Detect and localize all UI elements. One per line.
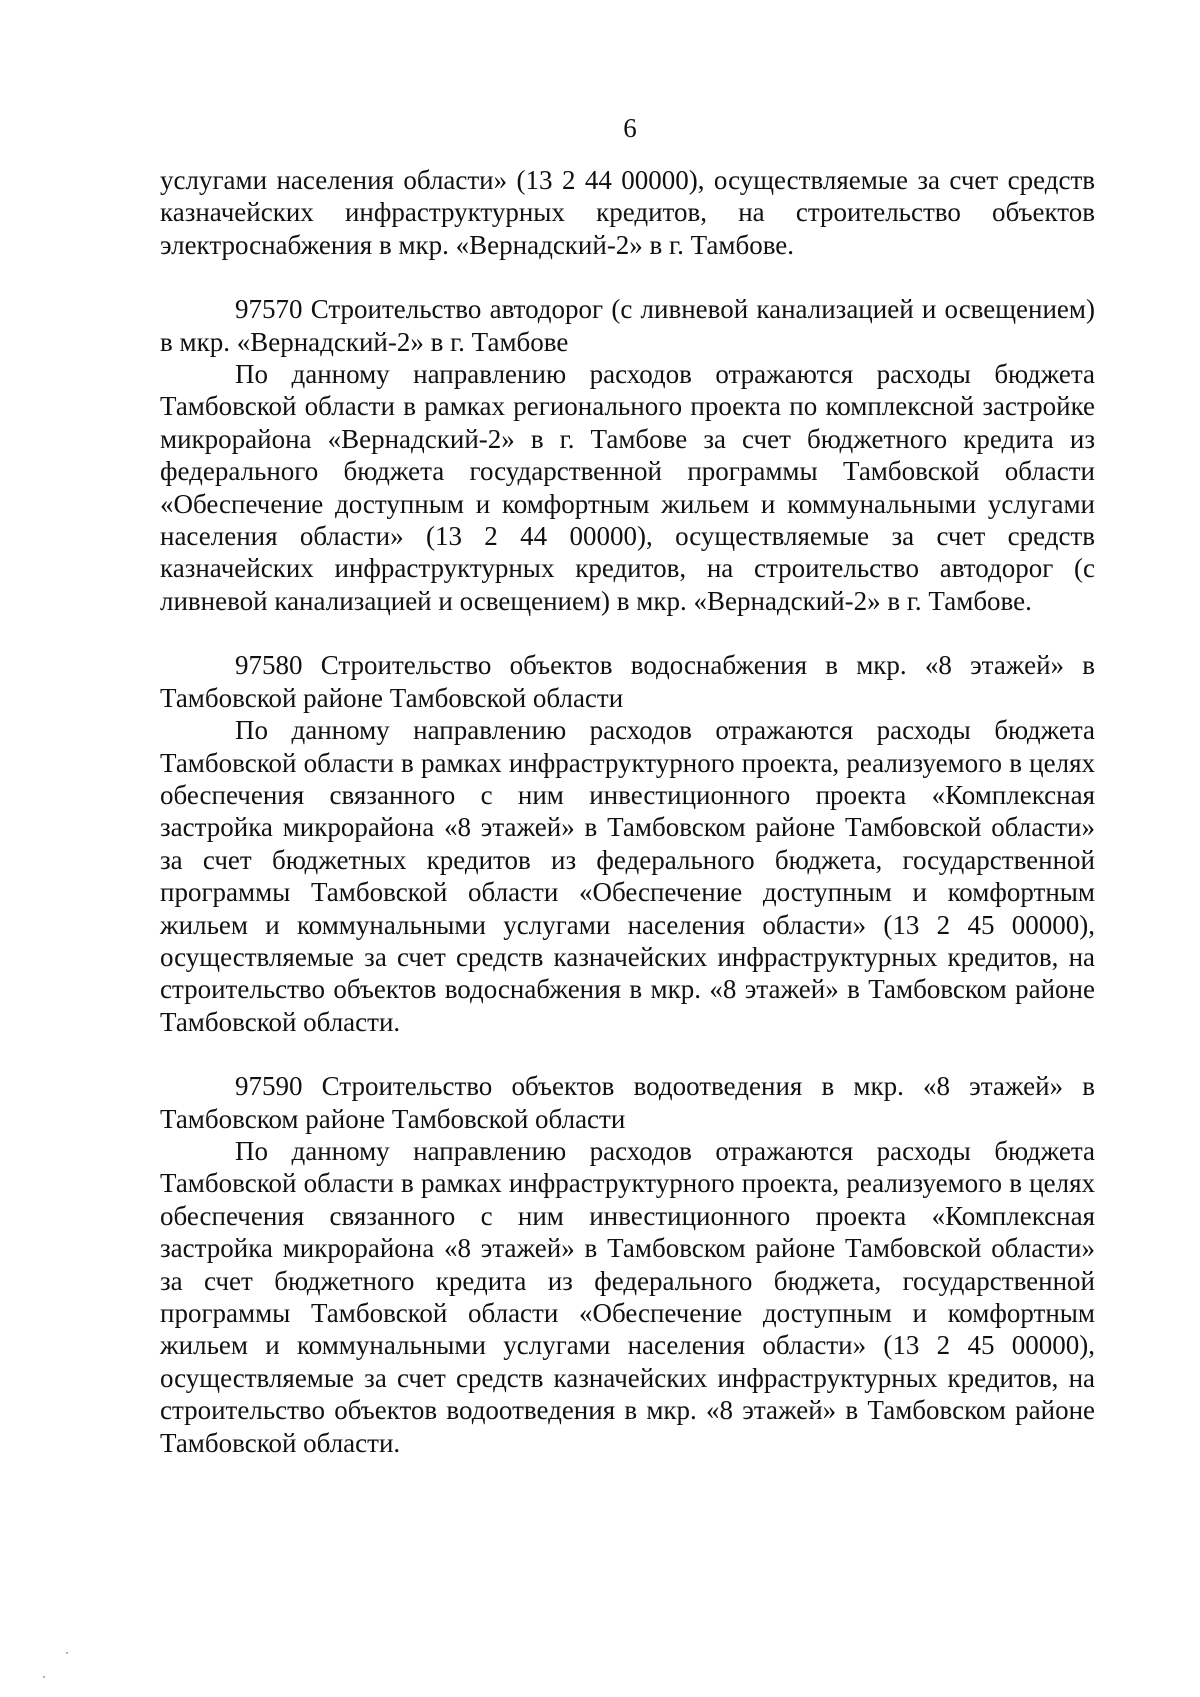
section-heading: 97570 Строительство автодорог (с ливневой канализацией и освещением) в мкр. «Вернадский-2» в г. Тамбове — [160, 294, 1095, 357]
section-paragraph: По данному направлению расходов отражаются расходы бюджета Тамбовской области в рамках инфраструктурного проекта, реализуемого в целях обеспечения связанного с ним инвестиционного проекта «Комплексная застройка микрорайона «8 этажей» в Тамбовском районе Тамбовской области» за счет бюджетного кредита из федерального бюджета, государственной программы Тамбовской области «Обеспечение доступным и комфортным жильем и коммунальными услугами населения области» (13 2 45 00000), осуществляемые за счет средств казначейских инфраструктурных кредитов, на строительство объектов водоотведения в мкр. «8 этажей» в Тамбовском районе Тамбовской области. — [160, 1135, 1095, 1458]
section-97570 — [160, 293, 1095, 617]
scan-speck — [66, 1652, 68, 1654]
section-97590 — [160, 1070, 1095, 1459]
scan-speck — [43, 1676, 45, 1678]
section-heading: 97580 Строительство объектов водоснабжения в мкр. «8 этажей» в Тамбовской районе Тамбовской области — [160, 650, 1095, 713]
page-number: 6 — [623, 113, 637, 143]
section-97580 — [160, 649, 1095, 1038]
section-heading: 97590 Строительство объектов водоотведения в мкр. «8 этажей» в Тамбовском районе Тамбовской области — [160, 1071, 1095, 1134]
intro-continuation-paragraph: услугами населения области» (13 2 44 00000), осуществляемые за счет средств казначейских инфраструктурных кредитов, на строительство объектов электроснабжения в мкр. «Вернадский-2» в г. Тамбове. — [160, 165, 1095, 260]
section-paragraph: По данному направлению расходов отражаются расходы бюджета Тамбовской области в рамках регионального проекта по комплексной застройке микрорайона «Вернадский-2» в г. Тамбове за счет бюджетного кредита из федерального бюджета государственной программы Тамбовской области «Обеспечение доступным и комфортным жильем и коммунальными услугами населения области» (13 2 44 00000), осуществляемые за счет средств казначейских инфраструктурных кредитов, на строительство автодорог (с ливневой канализацией и освещением) в мкр. «Вернадский-2» в г. Тамбове. — [160, 359, 1095, 616]
section-paragraph: По данному направлению расходов отражаются расходы бюджета Тамбовской области в рамках инфраструктурного проекта, реализуемого в целях обеспечения связанного с ним инвестиционного проекта «Комплексная застройка микрорайона «8 этажей» в Тамбовском районе Тамбовской области» за счет бюджетных кредитов из федерального бюджета, государственной программы Тамбовской области «Обеспечение доступным и комфортным жильем и коммунальными услугами населения области» (13 2 45 00000), осуществляемые за счет средств казначейских инфраструктурных кредитов, на строительство объектов водоснабжения в мкр. «8 этажей» в Тамбовском районе Тамбовской области. — [160, 715, 1095, 1037]
document-body — [160, 164, 1095, 1459]
